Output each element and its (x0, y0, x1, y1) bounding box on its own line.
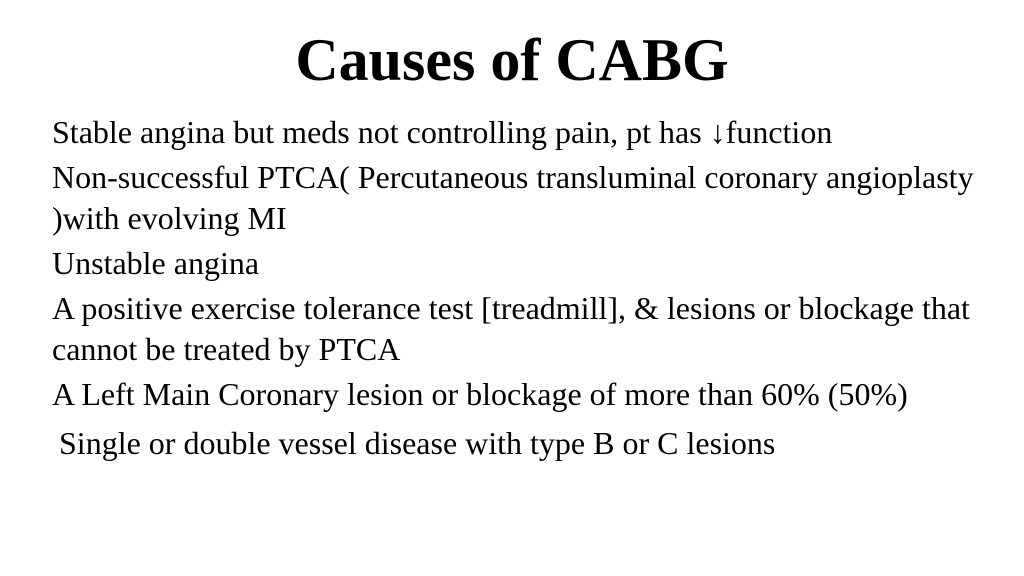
bullet-list (52, 112, 992, 468)
bullet-item: Unstable angina (52, 245, 260, 281)
bullet-item: Single or double vessel disease with type B or C lesions (59, 425, 776, 461)
bullet-item: Stable angina but meds not controlling pain, pt has ↓function (52, 114, 833, 150)
bullet-item: A Left Main Coronary lesion or blockage of more than 60% (50%) (52, 376, 908, 412)
slide-title: Causes of CABG (295, 27, 729, 93)
bullet-item: Non-successful PTCA( Percutaneous transluminal coronary angioplasty )with evolving MI (52, 159, 974, 236)
bullet-item: A positive exercise tolerance test [treadmill], & lesions or blockage that cannot be treated by PTCA (52, 290, 970, 367)
